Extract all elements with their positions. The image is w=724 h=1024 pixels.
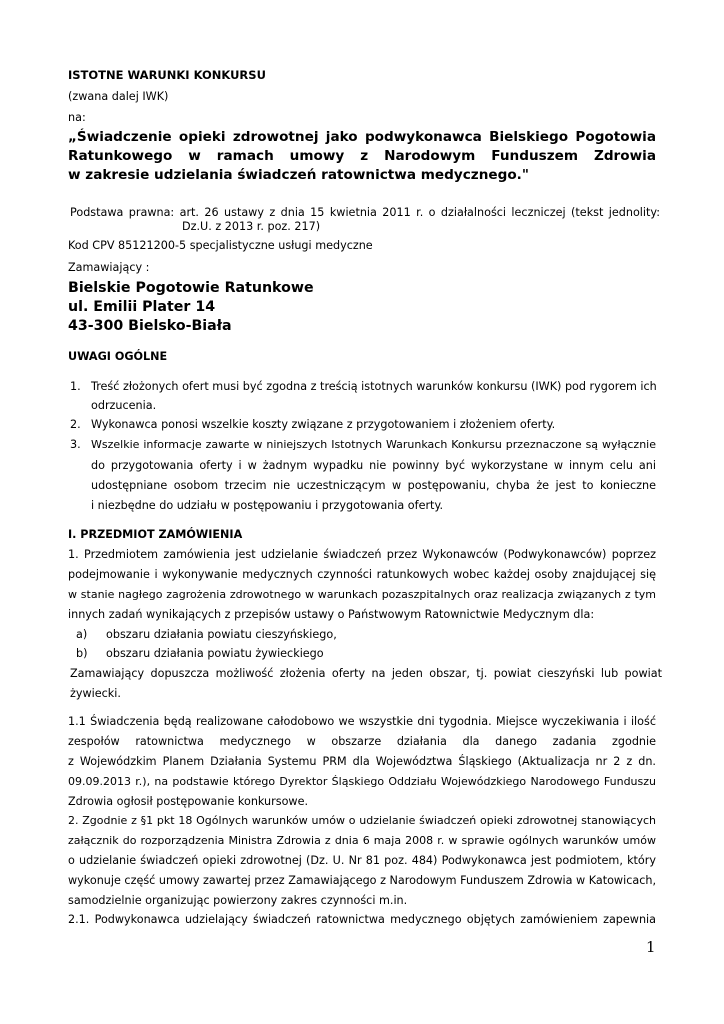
area-item: obszaru działania powiatu cieszyńskiego,: [106, 628, 337, 641]
paragraph-line: samodzielnie organizując powierzony zakres czynności m.in.: [68, 894, 408, 907]
paragraph-line: 2. Zgodnie z §1 pkt 18 Ogólnych warunków umów o udzielanie świadczeń opieki zdrowotnej stanowiących: [68, 814, 656, 827]
paragraph-line: 1. Przedmiotem zamówienia jest udzielanie świadczeń przez Wykonawców (Podwykonawców) poprzez: [68, 548, 656, 561]
subject-line-3: w zakresie udzielania świadczeń ratownictwa medycznego.": [68, 167, 529, 183]
buyer-label: Zamawiający :: [68, 261, 150, 274]
list-number: 2.: [70, 418, 81, 431]
cpv-code: Kod CPV 85121200-5 specjalistyczne usługi medyczne: [68, 239, 373, 252]
paragraph-line: zespołów ratownictwa medycznego w obszarze działania dla danego zadania zgodnie: [68, 735, 656, 748]
list-number: 1.: [70, 380, 81, 393]
paragraph-line: podejmowanie i wykonywanie medycznych czynności ratunkowych wobec każdej osoby znajdującej się: [68, 568, 656, 581]
paragraph-line: żywiecki.: [70, 687, 121, 700]
na-label: na:: [68, 111, 86, 124]
paragraph-line: o udzielanie świadczeń opieki zdrowotnej (Dz. U. Nr 81 poz. 484) Podwykonawca jest podmiotem, który: [68, 854, 656, 867]
document-alias: (zwana dalej IWK): [68, 90, 169, 103]
paragraph-line: Zamawiający dopuszcza możliwość złożenia oferty na jeden obszar, tj. powiat cieszyński lub powiat: [70, 667, 662, 680]
list-item-line: udostępniane osobom trzecim nie uczestniczącym w postępowaniu, chyba że jest to konieczne: [91, 479, 656, 492]
area-item: obszaru działania powiatu żywieckiego: [106, 647, 324, 660]
legal-basis-line-1: Podstawa prawna: art. 26 ustawy z dnia 15 kwietnia 2011 r. o działalności leczniczej (tekst jednolity:: [70, 206, 660, 219]
paragraph-line: 2.1. Podwykonawca udzielający świadczeń ratownictwa medycznego objętych zamówieniem zapewnia: [68, 913, 656, 926]
buyer-name: Bielskie Pogotowie Ratunkowe: [68, 280, 314, 296]
subject-line-2: Ratunkowego w ramach umowy z Narodowym Funduszem Zdrowia: [68, 148, 656, 164]
list-item-line: Treść złożonych ofert musi być zgodna z treścią istotnych warunków konkursu (IWK) pod rygorem ich: [91, 380, 657, 393]
list-item-line: odrzucenia.: [91, 399, 157, 412]
paragraph-line: w stanie nagłego zagrożenia zdrowotnego w warunkach pozaszpitalnych oraz realizacja związanych z tym: [68, 588, 656, 601]
page-number: 1: [646, 938, 656, 956]
list-item-line: do przygotowania oferty i w żadnym wypadku nie powinny być wykorzystane w innym celu ani: [91, 459, 656, 472]
list-item-line: i niezbędne do udziału w postępowaniu i przygotowania oferty.: [91, 499, 444, 512]
buyer-street: ul. Emilii Plater 14: [68, 299, 216, 315]
document-title: ISTOTNE WARUNKI KONKURSU: [68, 68, 266, 82]
paragraph-line: załącznik do rozporządzenia Ministra Zdrowia z dnia 6 maja 2008 r. w sprawie ogólnych warunków umów: [68, 834, 656, 847]
buyer-city: 43-300 Bielsko-Biała: [68, 318, 232, 334]
list-number: 3.: [70, 438, 81, 451]
section-heading: I. PRZEDMIOT ZAMÓWIENIA: [68, 528, 243, 541]
paragraph-line: z Wojewódzkim Planem Działania Systemu PRM dla Województwa Śląskiego (Aktualizacja nr 2 z dn.: [68, 755, 656, 768]
list-item-line: Wszelkie informacje zawarte w niniejszych Istotnych Warunkach Konkursu przeznaczone są wyłącznie: [91, 438, 656, 451]
paragraph-line: 09.09.2013 r.), na podstawie którego Dyrektor Śląskiego Oddziału Wojewódzkiego Narodowego Funduszu: [68, 775, 656, 788]
area-label: a): [76, 628, 88, 641]
subject-line-1: „Świadczenie opieki zdrowotnej jako podwykonawca Bielskiego Pogotowia: [68, 129, 656, 145]
list-item-line: Wykonawca ponosi wszelkie koszty związane z przygotowaniem i złożeniem oferty.: [91, 418, 556, 431]
legal-basis-line-2: Dz.U. z 2013 r. poz. 217): [182, 220, 321, 233]
paragraph-line: innych zadań wynikających z przepisów ustawy o Państwowym Ratownictwie Medycznym dla:: [68, 608, 595, 621]
area-label: b): [76, 647, 88, 660]
paragraph-line: Zdrowia ogłosił postępowanie konkursowe.: [68, 795, 309, 808]
general-heading: UWAGI OGÓLNE: [68, 350, 168, 363]
paragraph-line: wykonuje część umowy zawartej przez Zamawiającego z Narodowym Funduszem Zdrowia w Katowicach,: [68, 874, 656, 887]
paragraph-line: 1.1 Świadczenia będą realizowane całodobowo we wszystkie dni tygodnia. Miejsce wyczekiwania i ilość: [68, 715, 656, 728]
